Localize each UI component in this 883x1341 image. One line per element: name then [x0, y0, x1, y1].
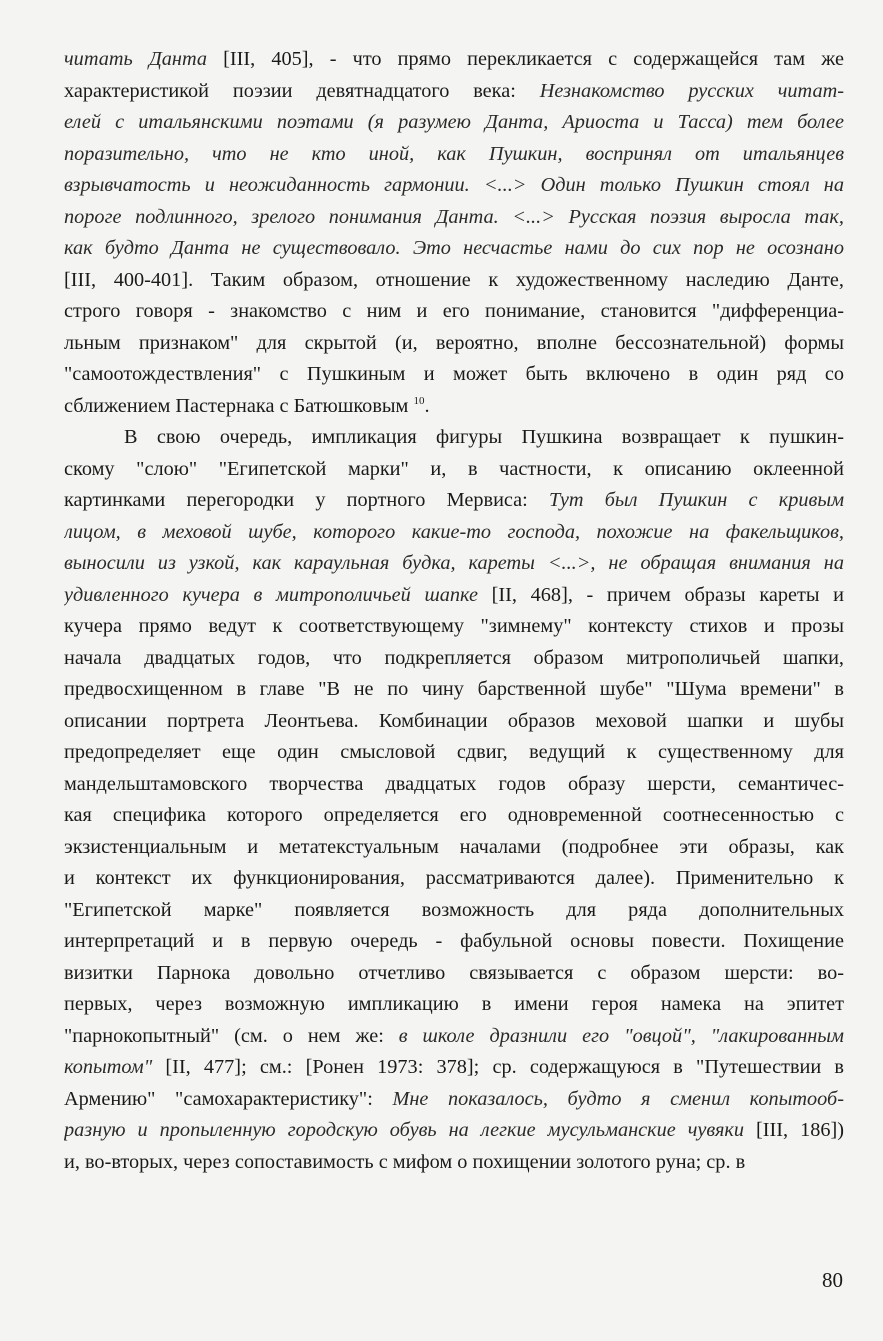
text-line [64, 769, 844, 801]
italic-quote: в школе дразнили его "овцой", "лакированным [398, 1024, 844, 1047]
text-line [64, 737, 844, 769]
text-line [64, 1052, 844, 1084]
text-span: Армению" "самохарактеристику": [64, 1087, 393, 1110]
italic-quote: елей с итальянскими поэтами (я разумею Данта, Ариоста и Тасса) тем более [64, 111, 844, 133]
text-line [64, 454, 844, 486]
text-line [64, 706, 844, 738]
text-line [64, 202, 844, 234]
text-span: кучера прямо ведут к соответствующему "зимнему" контексту стихов и прозы [64, 615, 844, 637]
text-line [64, 265, 844, 297]
text-line [64, 674, 844, 706]
italic-quote: удивленного кучера в митрополичьей шапке [64, 583, 479, 606]
text-span: характеристикой поэзии девятнадцатого века: [64, 79, 540, 102]
text-span: "парнокопытный" (см. о нем же: [64, 1024, 399, 1047]
text-span: первых, через возможную импликацию в имени героя намека на эпитет [64, 993, 844, 1015]
italic-quote: Незнакомство русских читат- [539, 79, 844, 102]
text-line [64, 800, 844, 832]
text-span: и контекст их функционирования, рассматриваются далее). Применительно к [64, 867, 844, 889]
text-span: интерпретаций и в первую очередь - фабульной основы повести. Похищение [64, 930, 844, 952]
text-line [64, 233, 844, 265]
paragraph-1 [64, 44, 844, 422]
text-span: В свою очередь, импликация фигуры Пушкина возвращает к пушкин- [124, 426, 844, 448]
text-span: мандельштамовского творчества двадцатых годов образу шерсти, семантичес- [64, 772, 844, 795]
text-line [64, 926, 844, 958]
italic-quote: лицом, в меховой шубе, которого какие-то господа, похожие на факельщиков, [64, 520, 844, 543]
text-line [64, 328, 844, 360]
page-body [64, 44, 844, 1178]
text-span: . [424, 394, 430, 417]
text-span: сближением Пастернака с Батюшковым [64, 394, 414, 417]
italic-quote: разную и пропыленную городскую обувь на легкие мусульманские чувяки [64, 1119, 745, 1141]
text-span: [III, 400-401]. Таким образом, отношение к художественному наследию Данте, [64, 268, 844, 291]
text-span: [II, 477]; см.: [Ронен 1973: 378]; ср. содержащуюся в "Путешествии в [152, 1056, 844, 1078]
text-span: "самоотождествления" с Пушкиным и может быть включено в один ряд со [64, 363, 844, 385]
text-line [64, 139, 844, 171]
text-span: описании портрета Леонтьева. Комбинации образов меховой шапки и шубы [64, 709, 844, 732]
italic-quote: читать Данта [64, 48, 207, 70]
footnote-ref: 10 [413, 394, 425, 407]
text-line [64, 1147, 844, 1179]
text-span: картинками перегородки у портного Мервиса: [64, 489, 550, 511]
text-line [64, 1115, 844, 1147]
text-span: предопределяет еще один смысловой сдвиг, ведущий к существенному для [64, 741, 844, 763]
text-span: [II, 468], - причем образы кареты и [478, 583, 844, 606]
italic-quote: выносили из узкой, как караульная будка, кареты <...>, не обращая внимания на [64, 552, 844, 574]
text-line [64, 517, 844, 549]
text-line [64, 989, 844, 1021]
text-line [64, 76, 844, 108]
page-number: 80 [822, 1268, 843, 1292]
text-line [64, 832, 844, 864]
text-line [64, 895, 844, 927]
text-span: "Египетской марке" появляется возможность для ряда дополнительных [64, 898, 844, 921]
italic-quote: Мне показалось, будто я сменил копытооб- [392, 1087, 844, 1110]
text-line [64, 170, 844, 202]
italic-quote: поразительно, что не кто иной, как Пушкин, воспринял от итальянцев [64, 142, 844, 165]
text-line [64, 422, 844, 454]
italic-quote: как будто Данта не существовало. Это несчастье нами до сих пор не осознано [64, 237, 844, 259]
text-span: скому "слою" "Египетской марки" и, в частности, к описанию оклеенной [64, 457, 844, 480]
text-line [64, 485, 844, 517]
text-line [64, 611, 844, 643]
paragraph-2 [64, 422, 844, 1178]
text-span: [III, 186]) [744, 1119, 844, 1141]
text-line [64, 643, 844, 675]
text-span: визитки Парнока довольно отчетливо связывается с образом шерсти: во- [64, 961, 844, 984]
text-span: начала двадцатых годов, что подкрепляется образом митрополичьей шапки, [64, 646, 844, 669]
text-span: [III, 405], - что прямо перекликается с содержащейся там же [207, 48, 844, 70]
italic-quote: копытом" [64, 1056, 153, 1078]
text-span: и, во-вторых, через сопоставимость с мифом о похищении золотого руна; ср. в [64, 1150, 746, 1173]
text-span: экзистенциальным и метатекстуальным началами (подробнее эти образы, как [64, 835, 844, 858]
italic-quote: Тут был Пушкин с кривым [549, 489, 844, 511]
text-line [64, 863, 844, 895]
text-line [64, 958, 844, 990]
text-line [64, 1021, 844, 1053]
text-line [64, 359, 844, 391]
text-line [64, 44, 844, 76]
text-span: льным признаком" для скрытой (и, вероятно, вполне бессознательной) формы [64, 331, 844, 354]
italic-quote: взрывчатость и неожиданность гармонии. <...> Один только Пушкин стоял на [64, 174, 844, 196]
text-line [64, 107, 844, 139]
text-span: строго говоря - знакомство с ним и его понимание, становится "дифференциа- [64, 300, 844, 322]
text-line [64, 1084, 844, 1116]
text-line [64, 580, 844, 612]
text-span: кая специфика которого определяется его одновременной соотнесенностью с [64, 804, 844, 826]
text-span: предвосхищенном в главе "В не по чину барственной шубе" "Шума времени" в [64, 678, 844, 700]
text-line [64, 391, 844, 423]
text-line [64, 296, 844, 328]
italic-quote: пороге подлинного, зрелого понимания Данта. <...> Русская поэзия выросла так, [64, 205, 844, 228]
text-line [64, 548, 844, 580]
